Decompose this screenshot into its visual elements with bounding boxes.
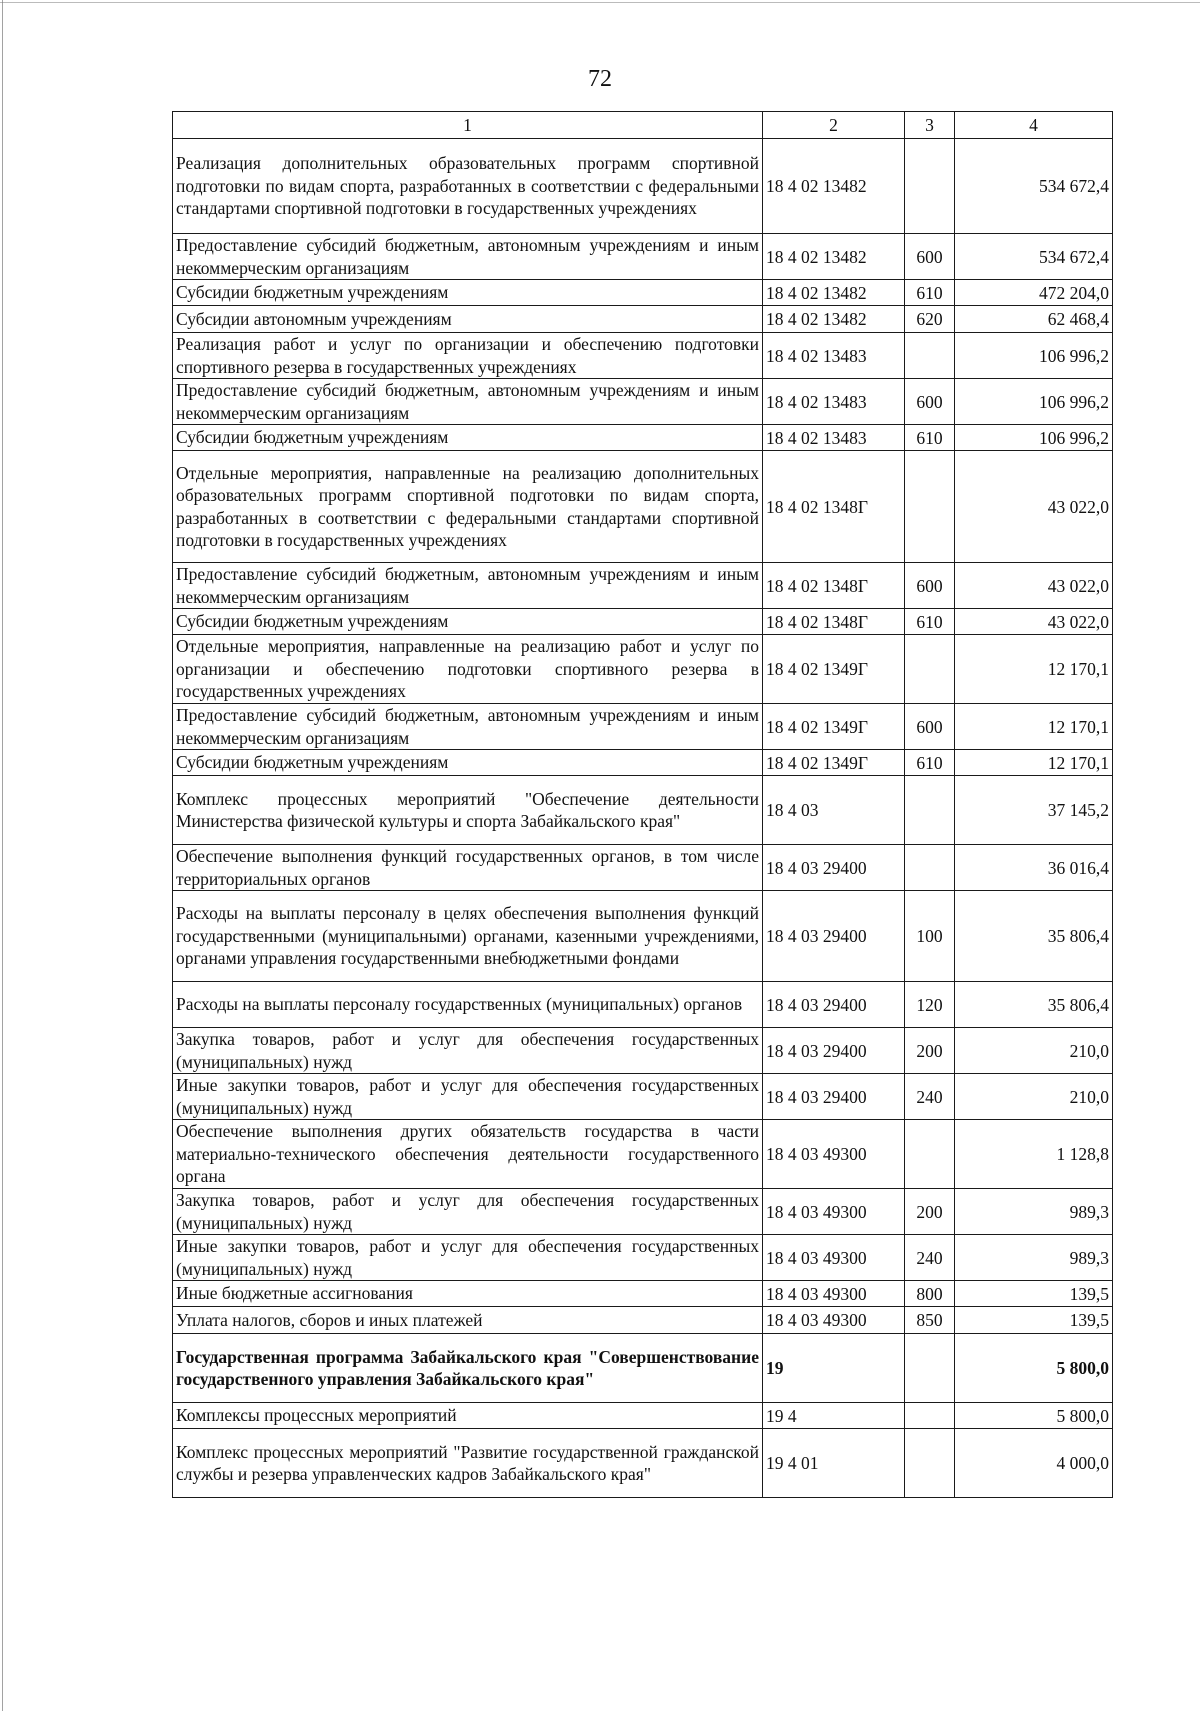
row-code-cell: 18 4 03 [763, 776, 905, 845]
row-sum-cell: 472 204,0 [955, 280, 1113, 306]
table-row [173, 280, 1113, 306]
row-code-cell: 18 4 02 13483 [763, 425, 905, 451]
row-sum-cell: 37 145,2 [955, 776, 1113, 845]
row-code-cell: 18 4 02 1349Г [763, 704, 905, 750]
row-name-cell: Субсидии автономным учреждениям [173, 306, 763, 333]
row-code-cell: 18 4 03 49300 [763, 1120, 905, 1189]
table-row [173, 1307, 1113, 1334]
row-type-cell: 850 [905, 1307, 955, 1334]
table-row [173, 333, 1113, 379]
row-sum-cell: 4 000,0 [955, 1429, 1113, 1498]
row-type-cell [905, 1334, 955, 1403]
row-name-cell: Субсидии бюджетным учреждениям [173, 280, 763, 306]
row-name-cell: Иные закупки товаров, работ и услуг для обеспечения государственных (муниципальных) нужд [173, 1235, 763, 1281]
row-type-cell [905, 845, 955, 891]
row-name-cell: Предоставление субсидий бюджетным, автономным учреждениям и иным некоммерческим организациям [173, 563, 763, 609]
header-col-type: 3 [905, 112, 955, 139]
table-row [173, 635, 1113, 704]
row-type-cell [905, 139, 955, 234]
budget-table [172, 111, 1113, 1498]
row-name-cell: Комплексы процессных мероприятий [173, 1403, 763, 1429]
table-row [173, 139, 1113, 234]
table-row [173, 776, 1113, 845]
header-col-name: 1 [173, 112, 763, 139]
row-sum-cell: 36 016,4 [955, 845, 1113, 891]
row-name-cell: Обеспечение выполнения других обязательств государства в части материально-технического обеспечения деятельности государственного органа [173, 1120, 763, 1189]
budget-table-body [173, 112, 1113, 1498]
table-row [173, 1235, 1113, 1281]
row-code-cell: 18 4 02 13482 [763, 234, 905, 280]
row-type-cell [905, 635, 955, 704]
table-row [173, 704, 1113, 750]
row-name-cell: Реализация работ и услуг по организации и обеспечению подготовки спортивного резерва в государственных учреждениях [173, 333, 763, 379]
row-sum-cell: 43 022,0 [955, 609, 1113, 635]
table-row [173, 451, 1113, 563]
row-sum-cell: 989,3 [955, 1235, 1113, 1281]
row-sum-cell: 106 996,2 [955, 333, 1113, 379]
row-code-cell: 18 4 03 49300 [763, 1235, 905, 1281]
row-sum-cell: 534 672,4 [955, 139, 1113, 234]
row-type-cell: 600 [905, 379, 955, 425]
table-header-row [173, 112, 1113, 139]
row-sum-cell: 43 022,0 [955, 563, 1113, 609]
scan-edge-top [0, 2, 1200, 3]
row-code-cell: 18 4 02 13482 [763, 306, 905, 333]
row-type-cell: 240 [905, 1235, 955, 1281]
row-name-cell: Предоставление субсидий бюджетным, автономным учреждениям и иным некоммерческим организациям [173, 379, 763, 425]
row-code-cell: 19 4 01 [763, 1429, 905, 1498]
row-name-cell: Отдельные мероприятия, направленные на реализацию работ и услуг по организации и обеспечению подготовки спортивного резерва в государственных учреждениях [173, 635, 763, 704]
row-sum-cell: 139,5 [955, 1281, 1113, 1307]
row-code-cell: 19 [763, 1334, 905, 1403]
row-code-cell: 18 4 03 29400 [763, 845, 905, 891]
table-row [173, 1189, 1113, 1235]
row-code-cell: 18 4 02 13483 [763, 379, 905, 425]
table-row [173, 750, 1113, 776]
table-row [173, 1074, 1113, 1120]
table-row [173, 609, 1113, 635]
row-type-cell: 200 [905, 1028, 955, 1074]
row-sum-cell: 12 170,1 [955, 635, 1113, 704]
row-code-cell: 18 4 03 49300 [763, 1307, 905, 1334]
row-type-cell: 610 [905, 750, 955, 776]
table-row [173, 1429, 1113, 1498]
row-sum-cell: 35 806,4 [955, 982, 1113, 1028]
row-type-cell [905, 451, 955, 563]
row-name-cell: Комплекс процессных мероприятий "Обеспечение деятельности Министерства физической культуры и спорта Забайкальского края" [173, 776, 763, 845]
table-row [173, 1028, 1113, 1074]
row-sum-cell: 210,0 [955, 1074, 1113, 1120]
row-type-cell: 600 [905, 234, 955, 280]
row-type-cell [905, 333, 955, 379]
row-type-cell: 800 [905, 1281, 955, 1307]
table-row [173, 845, 1113, 891]
row-name-cell: Предоставление субсидий бюджетным, автономным учреждениям и иным некоммерческим организациям [173, 704, 763, 750]
header-col-sum: 4 [955, 112, 1113, 139]
row-code-cell: 18 4 02 13482 [763, 139, 905, 234]
row-type-cell: 600 [905, 563, 955, 609]
row-name-cell: Расходы на выплаты персоналу в целях обеспечения выполнения функций государственными (муниципальными) органами, казенными учреждениями, органами управления государственными внебюджетными фондами [173, 891, 763, 982]
row-name-cell: Комплекс процессных мероприятий "Развитие государственной гражданской службы и резерва управленческих кадров Забайкальского края" [173, 1429, 763, 1498]
row-code-cell: 18 4 02 1348Г [763, 563, 905, 609]
row-name-cell: Субсидии бюджетным учреждениям [173, 425, 763, 451]
row-type-cell: 610 [905, 425, 955, 451]
table-row [173, 1334, 1113, 1403]
page-number: 72 [588, 66, 612, 92]
row-name-cell: Государственная программа Забайкальского края "Совершенствование государственного управления Забайкальского края" [173, 1334, 763, 1403]
row-type-cell: 240 [905, 1074, 955, 1120]
table-row [173, 1403, 1113, 1429]
scan-edge-left [2, 0, 3, 1711]
row-type-cell: 120 [905, 982, 955, 1028]
row-type-cell: 620 [905, 306, 955, 333]
row-sum-cell: 106 996,2 [955, 379, 1113, 425]
row-code-cell: 18 4 03 49300 [763, 1281, 905, 1307]
table-row [173, 425, 1113, 451]
row-name-cell: Закупка товаров, работ и услуг для обеспечения государственных (муниципальных) нужд [173, 1189, 763, 1235]
row-sum-cell: 106 996,2 [955, 425, 1113, 451]
row-code-cell: 19 4 [763, 1403, 905, 1429]
table-row [173, 234, 1113, 280]
row-type-cell: 600 [905, 704, 955, 750]
row-sum-cell: 12 170,1 [955, 704, 1113, 750]
header-col-code: 2 [763, 112, 905, 139]
row-name-cell: Предоставление субсидий бюджетным, автономным учреждениям и иным некоммерческим организациям [173, 234, 763, 280]
row-sum-cell: 139,5 [955, 1307, 1113, 1334]
row-sum-cell: 12 170,1 [955, 750, 1113, 776]
row-type-cell [905, 1403, 955, 1429]
row-code-cell: 18 4 03 29400 [763, 891, 905, 982]
row-name-cell: Субсидии бюджетным учреждениям [173, 609, 763, 635]
row-name-cell: Расходы на выплаты персоналу государственных (муниципальных) органов [173, 982, 763, 1028]
row-code-cell: 18 4 03 29400 [763, 1074, 905, 1120]
row-type-cell [905, 1120, 955, 1189]
row-code-cell: 18 4 03 29400 [763, 982, 905, 1028]
row-type-cell [905, 776, 955, 845]
row-sum-cell: 62 468,4 [955, 306, 1113, 333]
table-row [173, 306, 1113, 333]
row-code-cell: 18 4 03 49300 [763, 1189, 905, 1235]
row-name-cell: Иные закупки товаров, работ и услуг для обеспечения государственных (муниципальных) нужд [173, 1074, 763, 1120]
row-code-cell: 18 4 02 1349Г [763, 635, 905, 704]
row-code-cell: 18 4 02 1348Г [763, 451, 905, 563]
table-row [173, 1120, 1113, 1189]
row-code-cell: 18 4 02 1348Г [763, 609, 905, 635]
row-sum-cell: 43 022,0 [955, 451, 1113, 563]
row-name-cell: Реализация дополнительных образовательных программ спортивной подготовки по видам спорта, разработанных в соответствии с федеральными стандартами спортивной подготовки в государственных учреждениях [173, 139, 763, 234]
row-sum-cell: 35 806,4 [955, 891, 1113, 982]
table-row [173, 379, 1113, 425]
table-row [173, 891, 1113, 982]
row-code-cell: 18 4 02 13483 [763, 333, 905, 379]
row-sum-cell: 1 128,8 [955, 1120, 1113, 1189]
row-name-cell: Закупка товаров, работ и услуг для обеспечения государственных (муниципальных) нужд [173, 1028, 763, 1074]
row-name-cell: Субсидии бюджетным учреждениям [173, 750, 763, 776]
row-type-cell: 100 [905, 891, 955, 982]
row-name-cell: Иные бюджетные ассигнования [173, 1281, 763, 1307]
row-type-cell: 200 [905, 1189, 955, 1235]
row-code-cell: 18 4 02 1349Г [763, 750, 905, 776]
row-type-cell: 610 [905, 609, 955, 635]
row-name-cell: Уплата налогов, сборов и иных платежей [173, 1307, 763, 1334]
row-sum-cell: 210,0 [955, 1028, 1113, 1074]
table-row [173, 982, 1113, 1028]
row-code-cell: 18 4 02 13482 [763, 280, 905, 306]
row-name-cell: Отдельные мероприятия, направленные на реализацию дополнительных образовательных программ спортивной подготовки по видам спорта, разработанных в соответствии с федеральными стандартами спортивной подготовки в государственных учреждениях [173, 451, 763, 563]
table-row [173, 563, 1113, 609]
row-type-cell: 610 [905, 280, 955, 306]
row-sum-cell: 989,3 [955, 1189, 1113, 1235]
row-sum-cell: 5 800,0 [955, 1334, 1113, 1403]
row-name-cell: Обеспечение выполнения функций государственных органов, в том числе территориальных органов [173, 845, 763, 891]
row-sum-cell: 5 800,0 [955, 1403, 1113, 1429]
row-code-cell: 18 4 03 29400 [763, 1028, 905, 1074]
row-type-cell [905, 1429, 955, 1498]
row-sum-cell: 534 672,4 [955, 234, 1113, 280]
table-row [173, 1281, 1113, 1307]
